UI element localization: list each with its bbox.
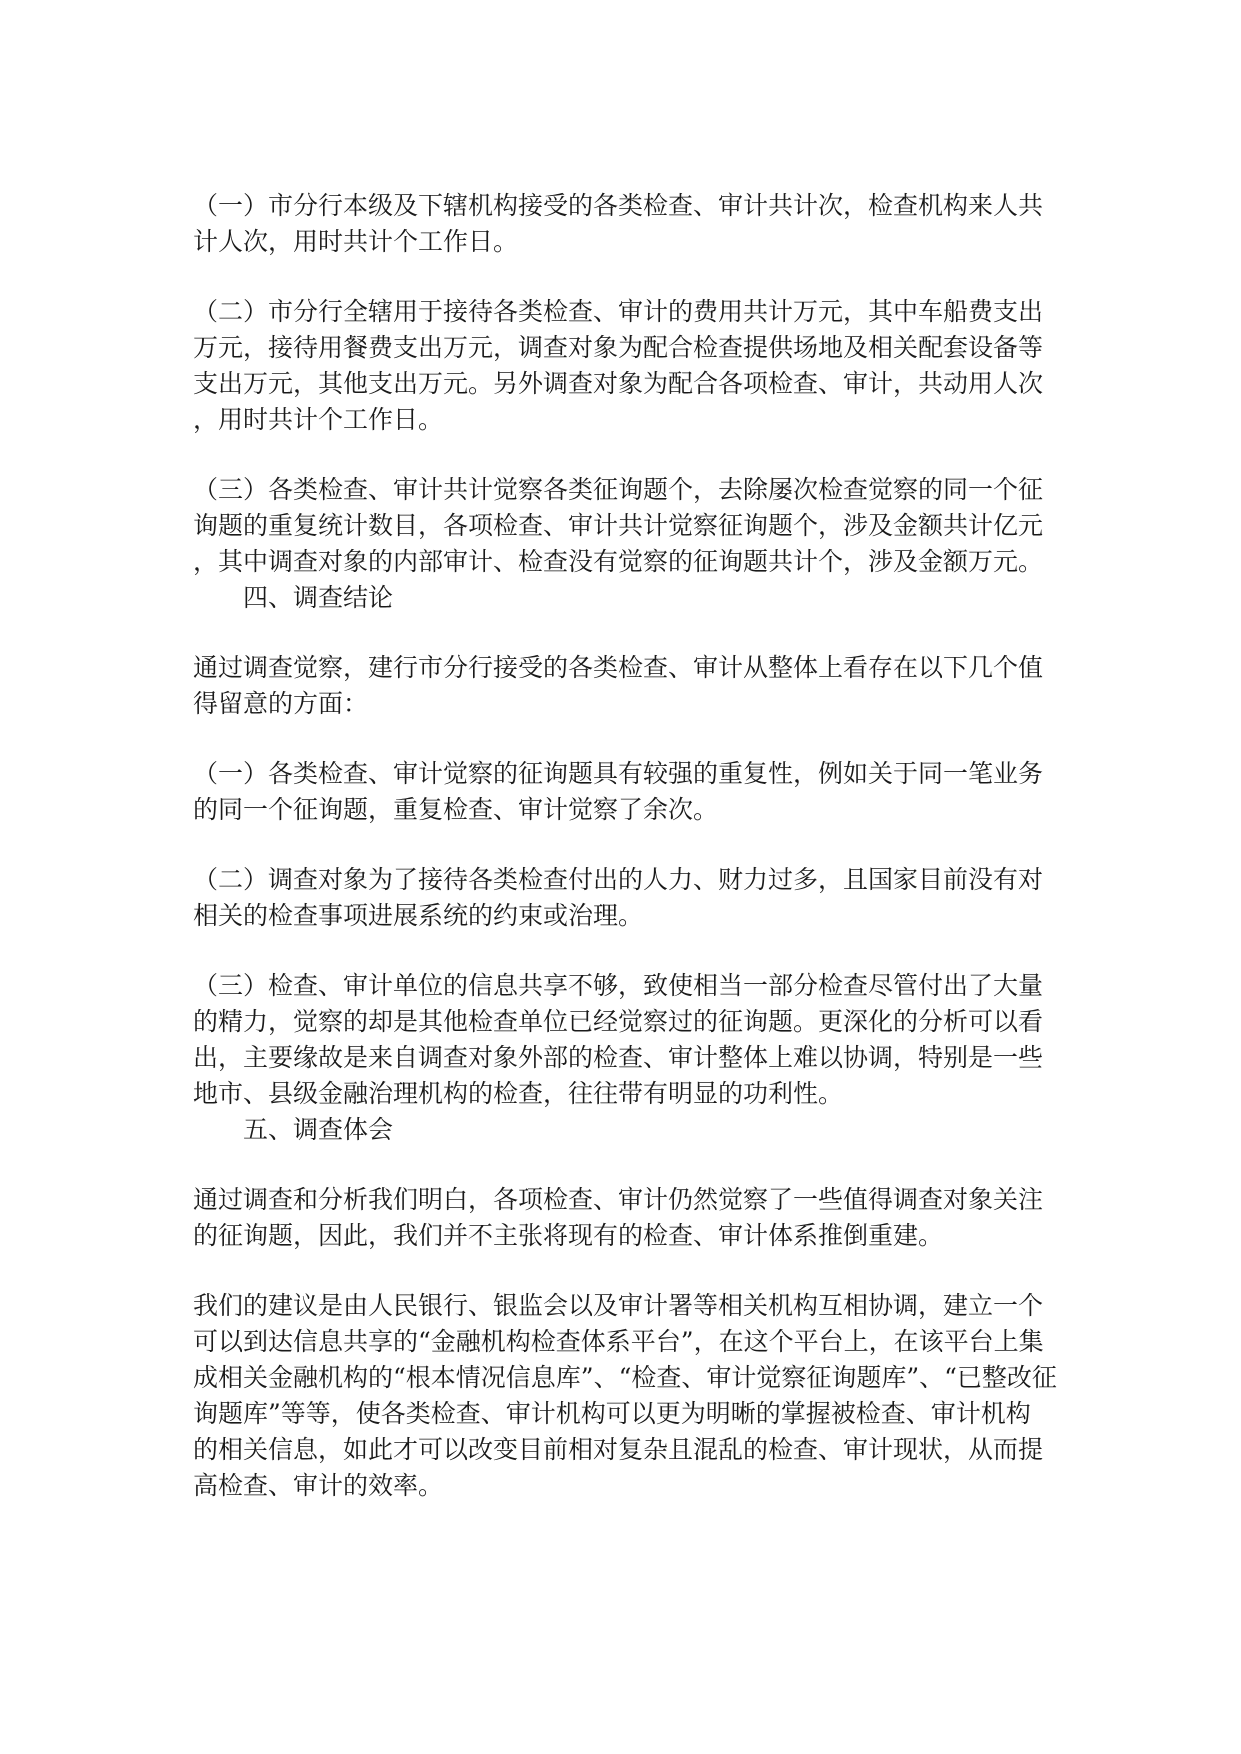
paragraph-section4-intro [193,650,1053,722]
paragraph-section3-item1 [193,188,1053,260]
text-line: 出，主要缘故是来自调查对象外部的检查、审计整体上难以协调，特别是一些 [193,1043,1044,1072]
text-line: 支出万元，其他支出万元。另外调查对象为配合各项检查、审计，共动用人次 [193,369,1044,398]
text-line: 成相关金融机构的“根本情况信息库”、“检查、审计觉察征询题库”、“已整改征 [193,1363,1057,1392]
text-line: 地市、县级金融治理机构的检查，往往带有明显的功利性。 [193,1079,844,1108]
paragraph-section3-item2 [193,294,1053,438]
text-line: 计人次，用时共计个工作日。 [193,227,519,256]
paragraph-section4-item1 [193,756,1053,828]
paragraph-gap [193,828,1053,862]
text-line: 的征询题，因此，我们并不主张将现有的检查、审计体系推倒重建。 [193,1221,944,1250]
document-body [193,188,1057,1504]
paragraph-section4-item3 [193,968,1053,1112]
text-line: 询题的重复统计数目，各项检查、审计共计觉察征询题个，涉及金额共计亿元 [193,511,1044,540]
paragraph-section5-para2 [193,1288,1057,1504]
text-line: 的相关信息，如此才可以改变目前相对复杂且混乱的检查、审计现状，从而提 [193,1435,1044,1464]
text-line: ，其中调查对象的内部审计、检查没有觉察的征询题共计个，涉及金额万元。 [193,547,1044,576]
text-line: 高检查、审计的效率。 [193,1471,444,1500]
text-line: 相关的检查事项进展系统的约束或治理。 [193,901,644,930]
paragraph-section5-para1 [193,1182,1053,1254]
text-line: （一）各类检查、审计觉察的征询题具有较强的重复性，例如关于同一笔业务 [193,759,1044,788]
paragraph-section4-item2 [193,862,1053,934]
text-line: （二）市分行全辖用于接待各类检查、审计的费用共计万元，其中车船费支出 [193,297,1044,326]
paragraph-gap [193,722,1053,756]
text-line: （一）市分行本级及下辖机构接受的各类检查、审计共计次，检查机构来人共 [193,191,1044,220]
paragraph-gap [193,934,1053,968]
text-line: 通过调查和分析我们明白，各项检查、审计仍然觉察了一些值得调查对象关注 [193,1185,1044,1214]
paragraph-gap [193,1254,1053,1288]
section-heading-experience: 五、调查体会 [243,1115,394,1144]
paragraph-gap [193,616,1053,650]
text-line: 的精力，觉察的却是其他检查单位已经觉察过的征询题。更深化的分析可以看 [193,1007,1044,1036]
text-line: （二）调查对象为了接待各类检查付出的人力、财力过多，且国家目前没有对 [193,865,1044,894]
paragraph-gap [193,438,1053,472]
paragraph-gap [193,260,1053,294]
text-line: 通过调查觉察，建行市分行接受的各类检查、审计从整体上看存在以下几个值 [193,653,1044,682]
paragraph-section3-item3 [193,472,1053,580]
paragraph-gap [193,1148,1053,1182]
text-line: （三）各类检查、审计共计觉察各类征询题个，去除屡次检查觉察的同一个征 [193,475,1044,504]
text-line: 可以到达信息共享的“金融机构检查体系平台”，在这个平台上，在该平台上集 [193,1327,1044,1356]
text-line: 我们的建议是由人民银行、银监会以及审计署等相关机构互相协调，建立一个 [193,1291,1044,1320]
text-line: 万元，接待用餐费支出万元，调查对象为配合检查提供场地及相关配套设备等 [193,333,1044,362]
text-line: 得留意的方面： [193,689,369,718]
text-line: ，用时共计个工作日。 [193,405,444,434]
text-line: 询题库”等等，使各类检查、审计机构可以更为明晰的掌握被检查、审计机构 [193,1399,1031,1428]
section-heading-conclusion: 四、调查结论 [243,583,394,612]
text-line: （三）检查、审计单位的信息共享不够，致使相当一部分检查尽管付出了大量 [193,971,1044,1000]
text-line: 的同一个征询题，重复检查、审计觉察了余次。 [193,795,719,824]
